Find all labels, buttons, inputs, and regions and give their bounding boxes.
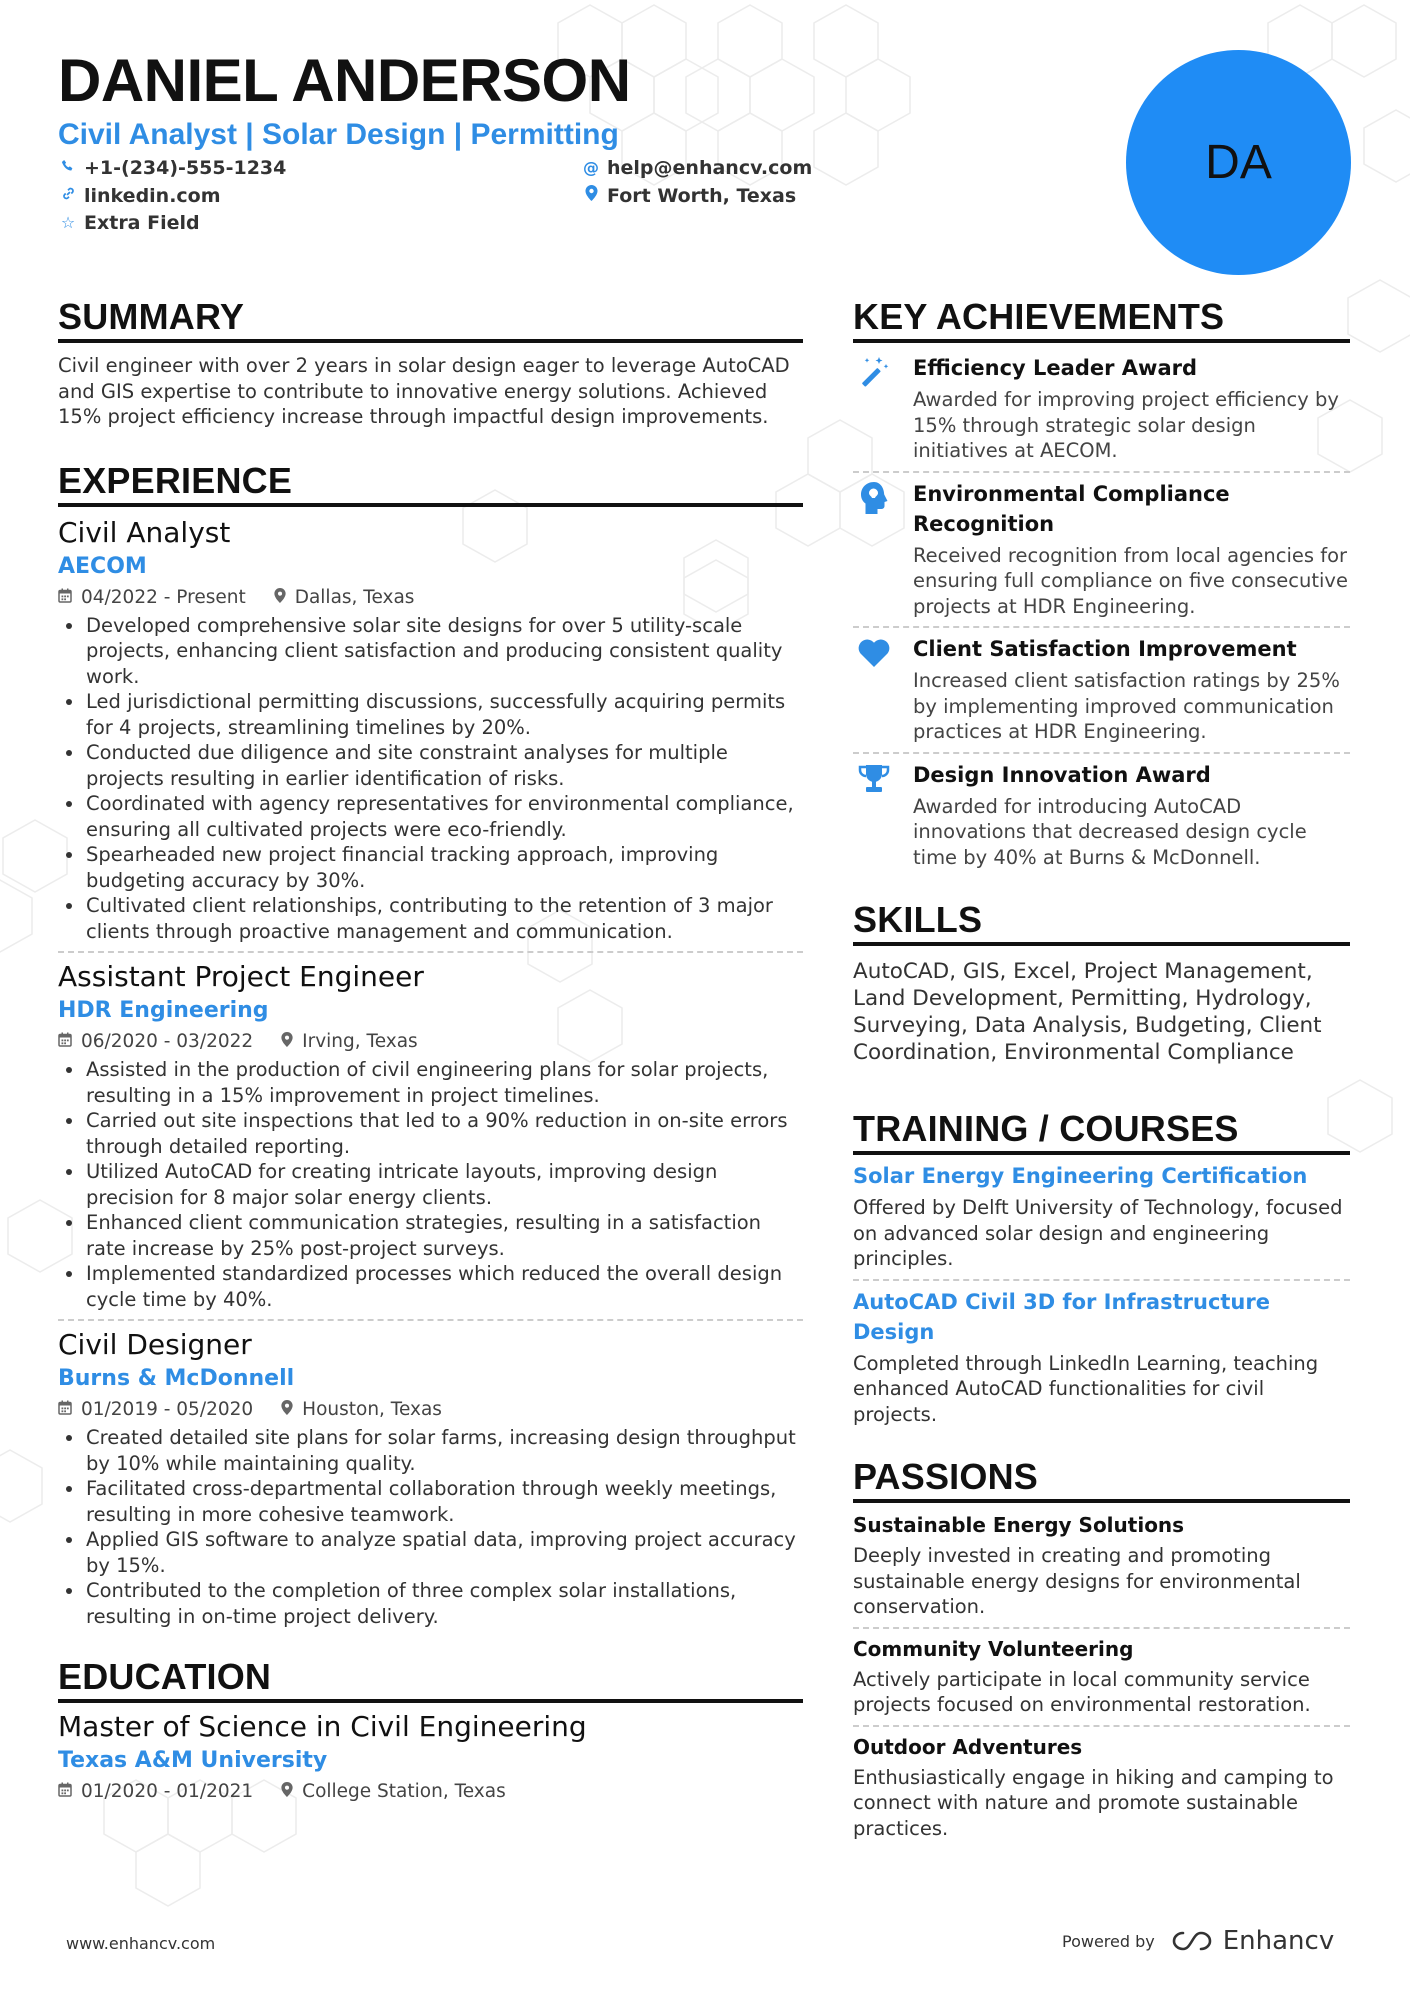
job-title: Assistant Project Engineer: [58, 960, 424, 993]
divider: [853, 1627, 1350, 1629]
job-meta: [58, 1397, 803, 1423]
avatar: DA: [1126, 50, 1351, 275]
job-bullet: Spearheaded new project financial tracking approach, improving budgeting accuracy by 30%.: [58, 842, 803, 893]
location-pin-icon: [281, 1397, 293, 1423]
contact-linkedin[interactable]: [60, 183, 221, 209]
passion-desc: Actively participate in local community service projects focused on environmental restoration.: [853, 1667, 1311, 1716]
contact-extra: [60, 210, 200, 236]
contact-location: [583, 183, 796, 209]
calendar-icon: [58, 1397, 72, 1423]
skills-text: AutoCAD, GIS, Excel, Project Management, Land Development, Permitting, Hydrology, Surveying, Data Analysis, Budgeting, Client Coordination, Environmental Compliance: [853, 959, 1322, 1065]
passion-item: [853, 1511, 1350, 1620]
passion-title: Outdoor Adventures: [853, 1734, 1083, 1759]
achievement-title: Efficiency Leader Award: [913, 356, 1198, 380]
passion-desc: Enthusiastically engage in hiking and camping to connect with nature and promote sustainable practices.: [853, 1765, 1334, 1840]
achievement-item: [853, 353, 1350, 464]
summary-text: Civil engineer with over 2 years in solar design eager to leverage AutoCAD and GIS expertise to contribute to innovative energy solutions. Achieved 15% project efficiency increase through impactful design improvements.: [58, 354, 790, 428]
location-pin-icon: [281, 1029, 293, 1055]
link-icon: [60, 183, 76, 209]
education-heading: EDUCATION: [58, 1657, 803, 1703]
achievement-title: Design Innovation Award: [913, 762, 1211, 787]
achievement-item: [853, 479, 1350, 620]
achievement-title: Environmental Compliance Recognition: [913, 481, 1230, 536]
education-location: College Station, Texas: [302, 1781, 506, 1802]
contact-phone[interactable]: [60, 155, 286, 181]
divider: [58, 1319, 803, 1321]
at-icon: @: [583, 158, 599, 177]
achievement-desc: Increased client satisfaction ratings by 25% by implementing improved communication practices at HDR Engineering.: [913, 669, 1340, 743]
achievement-item: [853, 760, 1350, 871]
job-title: Civil Analyst: [58, 515, 231, 549]
experience-item: [58, 1327, 803, 1629]
extra-field-text: Extra Field: [84, 212, 200, 234]
school-name: Texas A&M University: [58, 1748, 328, 1773]
enhancv-logo: [1169, 1926, 1334, 1956]
footer-branding[interactable]: [1062, 1926, 1334, 1956]
location-pin-icon: [583, 183, 599, 209]
education-item: [58, 1709, 803, 1805]
calendar-icon: [58, 1779, 72, 1805]
job-bullet: Carried out site inspections that led to a 90% reduction in on-site errors through detailed reporting.: [58, 1108, 803, 1159]
phone-icon: [60, 155, 76, 181]
candidate-name: DANIEL ANDERSON: [58, 47, 631, 114]
passion-title: Sustainable Energy Solutions: [853, 1513, 1185, 1537]
achievement-desc: Received recognition from local agencies for ensuring full compliance on five consecutive projects at HDR Engineering.: [913, 543, 1348, 618]
passion-title: Community Volunteering: [853, 1636, 1134, 1661]
company-name: Burns & McDonnell: [58, 1366, 295, 1391]
job-title: Civil Designer: [58, 1328, 252, 1361]
job-bullets: [58, 1057, 803, 1312]
course-title: AutoCAD Civil 3D for Infrastructure Design: [853, 1289, 1270, 1344]
course-item: [853, 1287, 1350, 1428]
candidate-headline: Civil Analyst | Solar Design | Permitting: [58, 118, 619, 151]
magic-wand-icon: [857, 355, 891, 389]
location-pin-icon: [274, 585, 286, 611]
training-heading: TRAINING / COURSES: [853, 1109, 1350, 1155]
job-bullet: Enhanced client communication strategies, resulting in a satisfaction rate increase by 25% post-project surveys.: [58, 1210, 803, 1261]
divider: [58, 951, 803, 953]
job-meta: [58, 1029, 803, 1055]
job-bullets: [58, 1425, 803, 1629]
passion-item: [853, 1733, 1350, 1842]
skills-heading: SKILLS: [853, 900, 1350, 946]
company-name: AECOM: [58, 553, 147, 579]
achievements-heading: KEY ACHIEVEMENTS: [853, 297, 1350, 343]
left-column: [58, 297, 803, 1805]
job-bullets: [58, 613, 803, 945]
summary-heading: SUMMARY: [58, 297, 803, 343]
brand-name: Enhancv: [1222, 1926, 1335, 1956]
experience-item: [58, 515, 803, 945]
job-bullet: Contributed to the completion of three complex solar installations, resulting in on-time project delivery.: [58, 1578, 803, 1629]
contact-email[interactable]: [583, 155, 812, 181]
experience-heading: EXPERIENCE: [58, 461, 803, 507]
job-location: Dallas, Texas: [294, 586, 415, 608]
star-icon: ☆: [60, 213, 76, 232]
job-bullet: Coordinated with agency representatives for environmental compliance, ensuring all cultivated projects were eco-friendly.: [58, 791, 803, 842]
footer-website-link[interactable]: www.enhancv.com: [66, 1934, 216, 1953]
head-icon: [857, 481, 891, 515]
course-title: Solar Energy Engineering Certification: [853, 1164, 1308, 1188]
course-item: [853, 1161, 1350, 1272]
calendar-icon: [58, 1029, 72, 1055]
job-bullet: Assisted in the production of civil engineering plans for solar projects, resulting in a 15% improvement in project timelines.: [58, 1057, 803, 1108]
job-dates: 06/2020 - 03/2022: [81, 1031, 254, 1052]
job-meta: [58, 585, 803, 611]
job-dates: 01/2019 - 05/2020: [81, 1399, 254, 1420]
job-dates: 04/2022 - Present: [81, 586, 246, 608]
divider: [853, 1279, 1350, 1281]
achievement-desc: Awarded for improving project efficiency by 15% through strategic solar design initiatives at AECOM.: [913, 388, 1339, 462]
job-bullet: Cultivated client relationships, contributing to the retention of 3 major clients through proactive management and communication.: [58, 893, 803, 944]
course-desc: Completed through LinkedIn Learning, teaching enhanced AutoCAD functionalities for civil projects.: [853, 1351, 1319, 1426]
linkedin-text: linkedin.com: [84, 185, 221, 207]
job-bullet: Conducted due diligence and site constraint analyses for multiple projects resulting in earlier identification of risks.: [58, 740, 803, 791]
job-bullet: Developed comprehensive solar site designs for over 5 utility-scale projects, enhancing client satisfaction and producing consistent quality work.: [58, 613, 803, 690]
experience-item: [58, 959, 803, 1312]
course-desc: Offered by Delft University of Technology, focused on advanced solar design and engineering principles.: [853, 1196, 1343, 1270]
passion-item: [853, 1635, 1350, 1718]
divider: [853, 1725, 1350, 1727]
job-bullet: Applied GIS software to analyze spatial data, improving project accuracy by 15%.: [58, 1527, 803, 1578]
email-text: help@enhancv.com: [607, 157, 813, 179]
job-bullet: Created detailed site plans for solar farms, increasing design throughput by 10% while maintaining quality.: [58, 1425, 803, 1476]
powered-by-label: Powered by: [1062, 1931, 1155, 1951]
divider: [853, 471, 1350, 473]
enhancv-logo-icon: [1169, 1929, 1215, 1953]
job-location: Houston, Texas: [302, 1399, 442, 1420]
divider: [853, 626, 1350, 628]
job-bullet: Utilized AutoCAD for creating intricate layouts, improving design precision for 8 major solar energy clients.: [58, 1159, 803, 1210]
passion-desc: Deeply invested in creating and promoting sustainable energy designs for environmental conservation.: [853, 1544, 1301, 1618]
job-bullet: Implemented standardized processes which reduced the overall design cycle time by 40%.: [58, 1261, 803, 1312]
company-name: HDR Engineering: [58, 998, 269, 1023]
achievement-item: [853, 634, 1350, 745]
education-meta: [58, 1779, 803, 1805]
degree-title: Master of Science in Civil Engineering: [58, 1710, 587, 1743]
calendar-icon: [58, 585, 72, 611]
passions-heading: PASSIONS: [853, 1457, 1350, 1503]
job-location: Irving, Texas: [302, 1031, 418, 1052]
education-dates: 01/2020 - 01/2021: [81, 1781, 254, 1802]
divider: [853, 752, 1350, 754]
achievement-title: Client Satisfaction Improvement: [913, 637, 1297, 661]
job-bullet: Facilitated cross-departmental collaboration through weekly meetings, resulting in more cohesive teamwork.: [58, 1476, 803, 1527]
phone-text: +1-(234)-555-1234: [84, 157, 287, 179]
heart-icon: [857, 636, 891, 670]
achievement-desc: Awarded for introducing AutoCAD innovations that decreased design cycle time by 40% at Burns & McDonnell.: [913, 794, 1307, 869]
trophy-icon: [857, 762, 891, 796]
location-text: Fort Worth, Texas: [607, 185, 797, 207]
job-bullet: Led jurisdictional permitting discussions, successfully acquiring permits for 4 projects, streamlining timelines by 20%.: [58, 689, 803, 740]
location-pin-icon: [281, 1779, 293, 1805]
right-column: [853, 297, 1350, 1841]
